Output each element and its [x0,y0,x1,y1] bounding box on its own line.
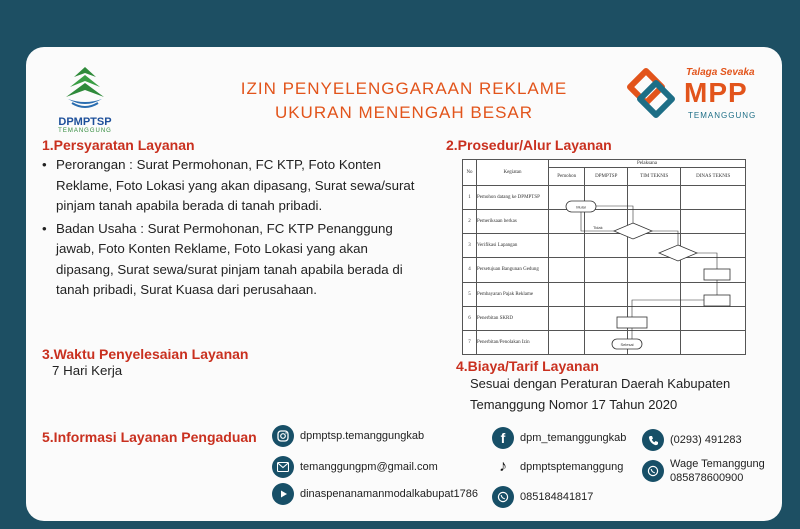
instagram-icon [272,425,294,447]
list-item: • Perorangan : Surat Permohonan, FC KTP, Foto Konten Reklame, Foto Lokasi yang akan dipasang, Surat sewa/surat pinjam tanah apabila berada di tanah pribadi. [42,155,428,217]
youtube-channel: dinaspenanamanmodalkabupat1786 [300,488,478,500]
wa-contact [670,457,765,485]
contact-phone[interactable] [642,429,742,451]
flow-col-no: No [463,160,477,186]
fee-text [470,374,730,415]
whatsapp-icon [642,460,664,482]
flow-decision-verify [659,245,697,261]
info-card [26,47,782,521]
title-line-1: IZIN PENYELENGGARAAN REKLAME [240,79,568,98]
dpmptsp-name: DPMPTSP [58,116,112,128]
section-complaint-heading: 5.Informasi Layanan Pengaduan [42,429,257,445]
flow-col-dpmptsp: DPMPTSP [585,168,628,186]
title-line-2: UKURAN MENENGAH BESAR [274,103,534,122]
table-row: 1 Pemohon datang ke DPMPTSP [463,186,746,210]
section-procedure-heading: 2.Prosedur/Alur Layanan [446,137,612,153]
youtube-icon [272,483,294,505]
table-row: 6 Penerbitan SKRD [463,306,746,330]
instagram-handle: dpmptsp.temanggungkab [300,430,425,442]
whatsapp-icon [492,486,514,508]
flow-decision-check [614,223,652,239]
contact-instagram[interactable] [272,425,424,447]
flow-col-pelaksana: Pelaksana [549,160,746,168]
phone-icon [642,429,664,451]
section-requirements-heading: 1.Persyaratan Layanan [42,137,195,153]
mpp-sub-text: TEMANGGUNG [688,111,757,120]
flow-col-tim: TIM TEKNIS [628,168,681,186]
flowchart-shapes [462,159,746,355]
time-value: 7 Hari Kerja [52,363,123,378]
table-row: 4 Persetujuan Bangunan Gedung [463,258,746,282]
flow-start-label: Mulai [576,204,586,210]
flow-col-dinas: DINAS TEKNIS [681,168,746,186]
tiktok-icon: ♪ [499,458,507,475]
flow-col-kegiatan: Kegiatan [477,160,549,186]
phone-number: (0293) 491283 [670,434,742,446]
fee-line-2: Temanggung Nomor 17 Tahun 2020 [470,396,678,412]
mpp-main-text: MPP [684,77,748,108]
page-title [26,79,782,123]
mpp-top-text: Talaga Sevaka [686,67,755,78]
whatsapp-number: 085184841817 [520,491,594,503]
table-row: 3 Verifikasi Lapangan [463,234,746,258]
flow-end-label: Selesai [620,342,634,347]
section-time-heading: 3.Waktu Penyelesaian Layanan [42,346,249,362]
contact-youtube[interactable] [272,483,478,505]
flow-process-skrd [617,317,647,328]
contact-facebook[interactable] [492,427,626,449]
facebook-handle: dpm_temanggungkab [520,432,627,444]
dpmptsp-sub: TEMANGGUNG [58,128,112,134]
wa-name: Wage Temanggung [670,458,765,470]
email-icon [272,456,294,478]
contact-tiktok[interactable] [492,456,623,478]
flow-process-approval [704,269,730,280]
email-address: temanggungpm@gmail.com [300,461,438,473]
contact-email[interactable] [272,456,438,478]
requirements-list [42,155,428,302]
tiktok-handle: dpmptsptemanggung [520,461,624,473]
wa-number: 085878600900 [670,472,744,484]
facebook-icon: f [492,427,514,449]
flow-col-pemohon: Pemohon [549,168,585,186]
section-fee-heading: 4.Biaya/Tarif Layanan [456,358,599,374]
fee-line-1: Sesuai dengan Peraturan Daerah Kabupaten [470,376,731,391]
table-row: 2 Pemeriksaan berkas [463,210,746,234]
procedure-flowchart [462,159,746,355]
contact-whatsapp-wage[interactable] [642,457,765,485]
flow-tidak-label: Tidak [593,225,603,230]
list-item: • Badan Usaha : Surat Permohonan, FC KTP Penanggung jawab, Foto Konten Reklame, Foto Lokasi yang akan dipasang, Surat sewa/surat pinjam tanah apabila berada di tanah pribadi, Surat Kuasa dari perusahaan. [42,219,428,301]
table-row: 5 Pembayaran Pajak Reklame [463,282,746,306]
flow-process-payment [704,295,730,306]
table-row: 7 Penerbitan/Penolakan Izin [463,330,746,354]
contact-whatsapp[interactable] [492,486,593,508]
